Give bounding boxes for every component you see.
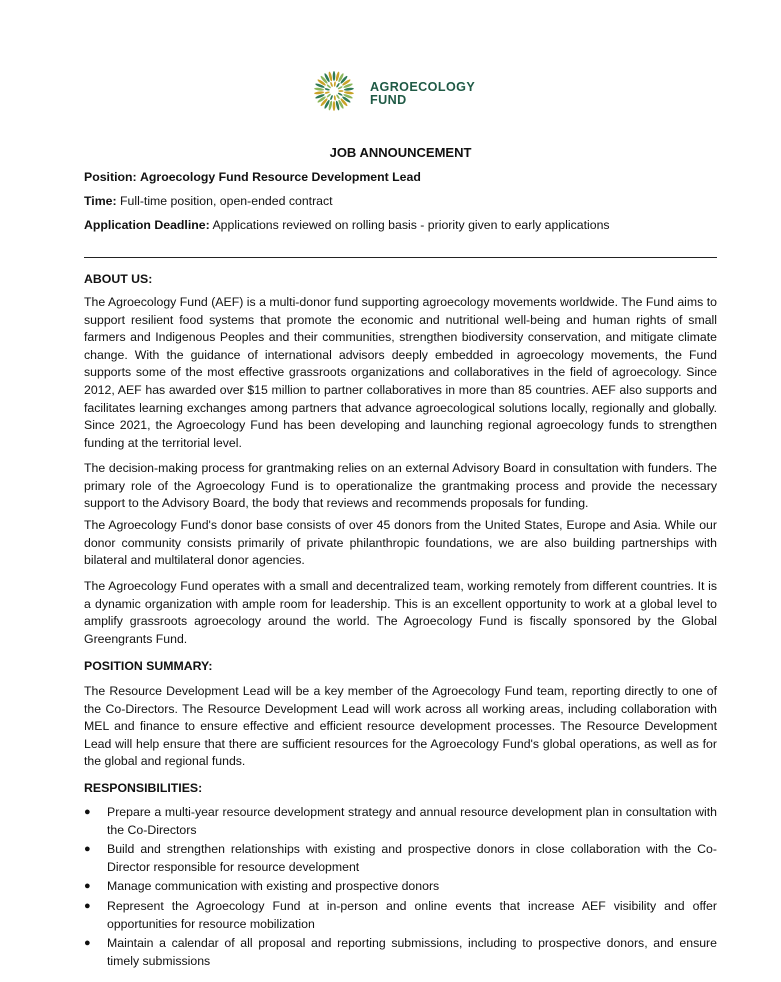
- logo-petal: [330, 95, 334, 101]
- about-paragraph-2: The decision-making process for grantmaking relies on an external Advisory Board in consultation with funders. The primary role of the Agroecology Fund is to operationalize the grantmaking process and provide the necessary support to the Advisory Board, the body that reviews and recommends proposals for funding.: [84, 461, 717, 511]
- list-item-text: Manage communication with existing and prospective donors: [107, 879, 440, 894]
- responsibilities-list: [84, 804, 717, 972]
- agroecology-fund-logo: [311, 68, 491, 112]
- list-item: [84, 898, 717, 933]
- sunburst-logo-icon: [311, 68, 357, 114]
- list-item: [84, 878, 717, 896]
- list-item-text: Prepare a multi-year resource development strategy and annual resource development plan in consultation with the Co-Directors: [107, 805, 717, 837]
- logo-petal: [314, 91, 324, 95]
- about-paragraph-1: The Agroecology Fund (AEF) is a multi-donor fund supporting agroecology movements worldwide. The Fund aims to support resilient food systems that promote the economic and nutritional well-being and human rights of small farmers and Indigenous Peoples and their communities, strengthen biodiversity conservation, and mitigate climate change. With the guidance of international advisors deeply embedded in agroecology movements, the Fund supports some of the most effective grassroots organizations and collaboratives in the field of agroecology. Since 2012, AEF has awarded over $15 million to partner collaboratives in more than 85 countries. AEF also supports and facilitates learning exchanges among partners that advance agroecological solutions locally, regionally and globally. Since 2021, the Agroecology Fund has been developing and launching regional agroecology funds to strengthen funding at the territorial level.: [84, 295, 717, 450]
- logo-petal: [330, 82, 334, 88]
- list-item-text: Build and strengthen relationships with existing and prospective donors in close collaboration with the Co-Director responsible for resource development: [107, 842, 717, 874]
- logo-petal: [324, 91, 329, 94]
- deadline-line: [84, 217, 717, 235]
- page-title: JOB ANNOUNCEMENT: [329, 145, 472, 160]
- responsibilities-heading: RESPONSIBILITIES:: [84, 781, 203, 795]
- logo-petal: [334, 95, 336, 100]
- summary-paragraph: The Resource Development Lead will be a key member of the Agroecology Fund team, reporting directly to one of the Co-Directors. The Resource Development Lead will work across all working areas, including collaboration with MEL and finance to ensure effective and efficient resource development processes. The Resource Development Lead will help ensure that there are sufficient resources for the Agroecology Fund's global operations, as well as for the global and regional funds.: [84, 684, 717, 769]
- logo-petal: [337, 86, 342, 90]
- list-item-text: Maintain a calendar of all proposal and reporting submissions, including to prospective donors, and ensure timely submissions: [107, 936, 717, 968]
- time-label: Time:: [84, 194, 117, 208]
- time-line: [84, 193, 717, 211]
- summary-heading: POSITION SUMMARY:: [84, 659, 213, 673]
- logo-petal: [326, 84, 331, 89]
- list-item-text: Represent the Agroecology Fund at in-person and online events that increase AEF visibility and offer opportunities for resource mobilization: [107, 898, 717, 931]
- logo-petal: [326, 93, 331, 98]
- list-item: [84, 804, 717, 839]
- bullet-icon: ●: [84, 843, 91, 856]
- logo-text: [370, 81, 475, 106]
- logo-petal: [344, 91, 354, 95]
- bullet-icon: ●: [84, 880, 91, 893]
- bullet-icon: ●: [84, 899, 91, 912]
- logo-line-2: FUND: [370, 92, 407, 107]
- list-item: [84, 841, 717, 876]
- deadline-value: Applications reviewed on rolling basis - priority given to early applications: [212, 218, 610, 232]
- about-paragraph-4: The Agroecology Fund operates with a small and decentralized team, working remotely from different countries. It is a dynamic organization with ample room for leadership. This is an excellent opportunity to work at a global level to amplify grassroots agroecology around the world. The Agroecology Fund is fiscally sponsored by the Global Greengrants Fund.: [84, 579, 717, 646]
- position-label: Position:: [84, 170, 137, 184]
- bullet-icon: ●: [84, 937, 91, 950]
- position-value: Agroecology Fund Resource Development Lead: [140, 170, 421, 184]
- time-value: Full-time position, open-ended contract: [120, 194, 333, 208]
- bullet-icon: ●: [84, 806, 91, 818]
- position-line: [84, 169, 717, 187]
- logo-petal: [333, 71, 336, 81]
- about-heading: ABOUT US:: [84, 272, 153, 286]
- logo-petal: [338, 90, 343, 92]
- logo-petal: [337, 92, 342, 96]
- logo-petal: [314, 87, 324, 91]
- logo-petal: [334, 81, 336, 86]
- divider: [84, 257, 717, 258]
- logo-line-1: AGROECOLOGY: [370, 80, 476, 94]
- logo-petal: [333, 101, 336, 111]
- logo-petal: [344, 87, 354, 91]
- about-paragraph-3: The Agroecology Fund's donor base consists of over 45 donors from the United States, Europe and Asia. While our donor community consists primarily of private philanthropic foundations, we are also building partnerships with bilateral and multilateral donor agencies.: [84, 518, 717, 568]
- list-item: [84, 935, 717, 970]
- logo-petal: [324, 88, 329, 91]
- deadline-label: Application Deadline:: [84, 218, 210, 232]
